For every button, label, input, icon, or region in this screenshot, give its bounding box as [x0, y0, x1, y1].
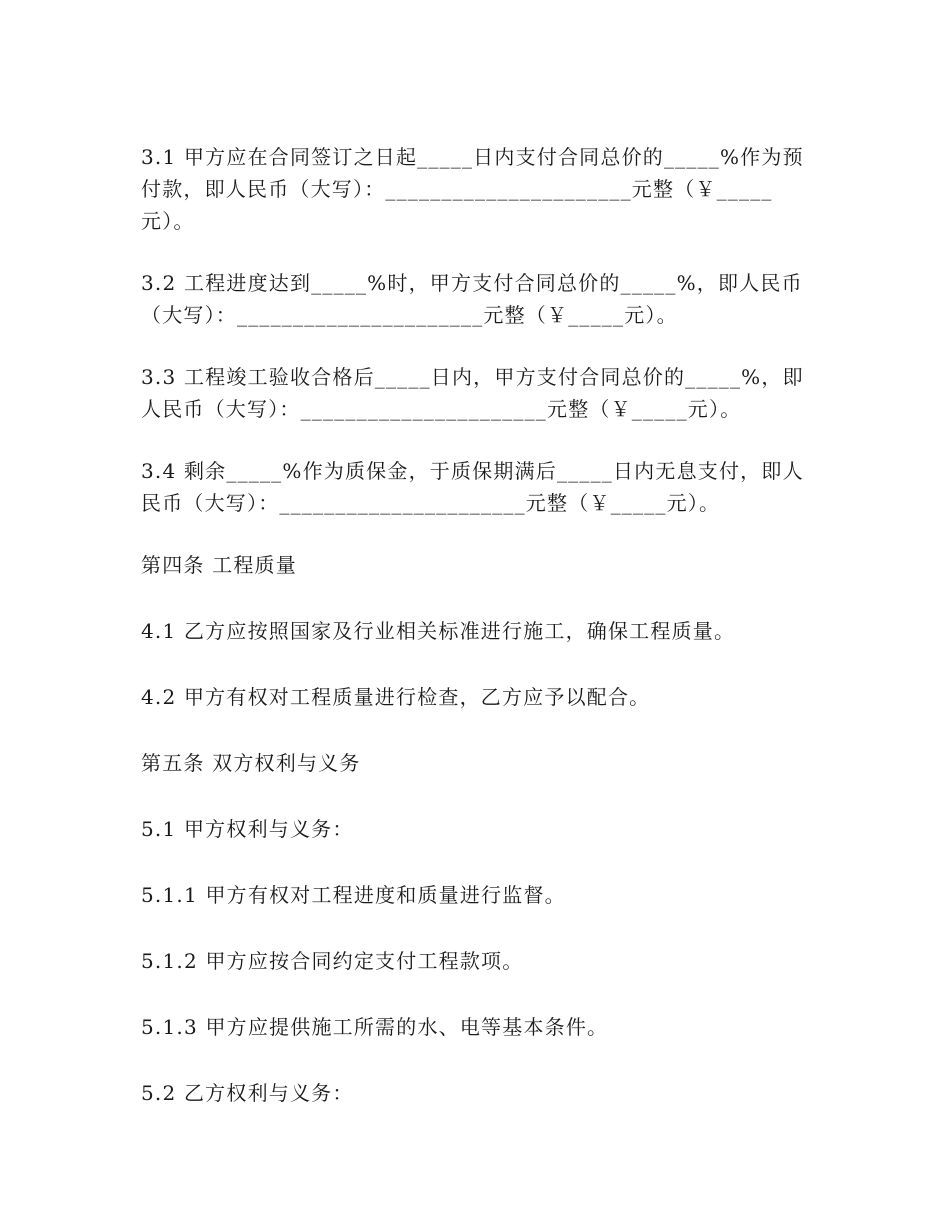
clause-5-1-1: 5.1.1 甲方有权对工程进度和质量进行监督。: [141, 883, 566, 907]
clause-3-3: [141, 361, 821, 425]
clause-4-2: 4.2 甲方有权对工程质量进行检查，乙方应予以配合。: [141, 685, 651, 709]
clause-3-2-line-2: （大写）：______________________元整（￥_____元）。: [141, 303, 678, 327]
clause-3-3-line-2: 人民币（大写）：______________________元整（￥_____元）。: [141, 397, 742, 421]
document-body: [141, 141, 821, 1143]
clause-3-4: [141, 455, 821, 519]
article-5-heading: 第五条 双方权利与义务: [141, 751, 361, 775]
clause-4-1: 4.1 乙方应按照国家及行业相关标准进行施工，确保工程质量。: [141, 619, 736, 643]
clause-5-1: 5.1 甲方权利与义务：: [141, 817, 354, 841]
clause-3-4-line-1: 3.4 剩余_____%作为质保金，于质保期满后_____日内无息支付，即人: [141, 459, 804, 483]
clause-3-1-line-3: 元）。: [141, 209, 195, 233]
clause-5-1-3: 5.1.3 甲方应提供施工所需的水、电等基本条件。: [141, 1015, 609, 1039]
clause-3-2-line-1: 3.2 工程进度达到_____%时，甲方支付合同总价的_____%，即人民币: [141, 271, 803, 295]
clause-3-1: [141, 141, 821, 237]
clause-3-4-line-2: 民币（大写）：______________________元整（￥_____元）。: [141, 491, 721, 515]
article-4-heading: 第四条 工程质量: [141, 553, 297, 577]
clause-3-2: [141, 267, 821, 331]
clause-3-1-line-1: 3.1 甲方应在合同签订之日起_____日内支付合同总价的_____%作为预: [141, 145, 804, 169]
clause-3-1-line-2: 付款，即人民币（大写）：______________________元整（￥_____: [141, 177, 773, 201]
clause-5-1-2: 5.1.2 甲方应按合同约定支付工程款项。: [141, 949, 524, 973]
clause-3-3-line-1: 3.3 工程竣工验收合格后_____日内，甲方支付合同总价的_____%，即: [141, 365, 804, 389]
clause-5-2: 5.2 乙方权利与义务：: [141, 1081, 354, 1105]
